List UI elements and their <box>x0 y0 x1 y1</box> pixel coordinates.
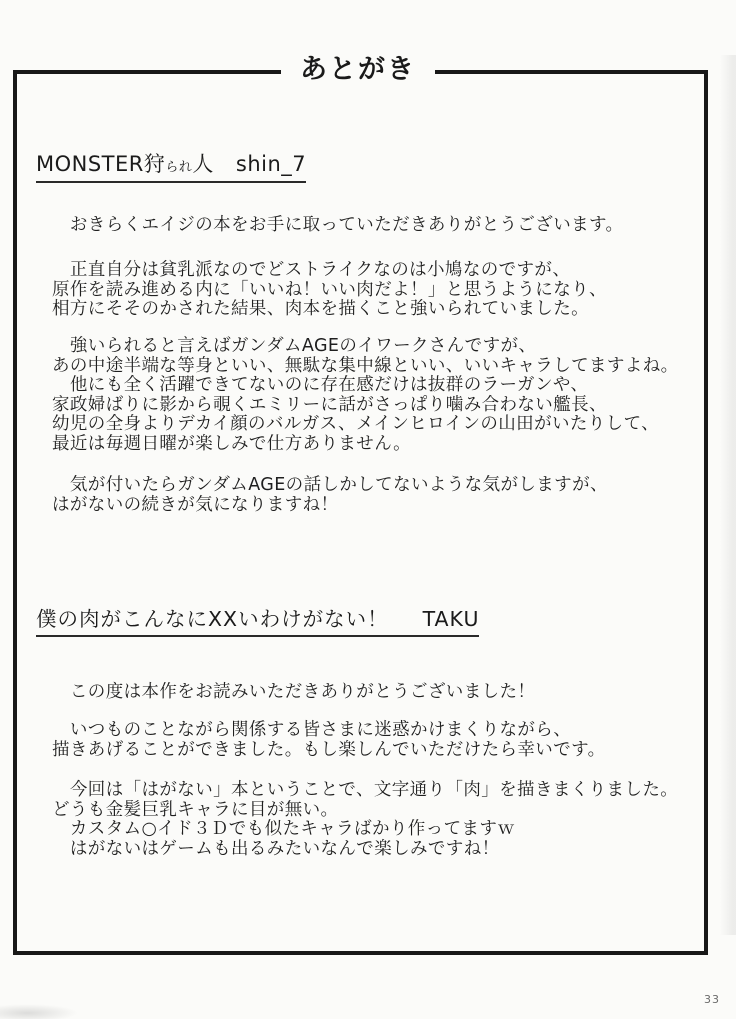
author-name: TAKU <box>422 607 480 631</box>
author-name: shin_7 <box>235 152 307 176</box>
scan-smudge <box>0 1004 78 1019</box>
text-line: 気が付いたらガンダムAGEの話しかしてないような気がしますが、 <box>52 475 608 495</box>
text-line: どうも金髪巨乳キャラに目が無い。 <box>52 799 339 820</box>
text-line: 他にも全く活躍できてないのに存在感だけは抜群のラーガンや、 <box>52 375 589 395</box>
text-line: 今回は「はがない」本ということで、文字通り「肉」を描きまくりました。 <box>52 780 679 800</box>
text-line: 描きあげることができました。もし楽しんでいただけたら幸いです。 <box>52 739 606 760</box>
text-line: 最近は毎週日曜が楽しみで仕方ありません。 <box>52 433 412 454</box>
page-number: 33 <box>704 993 720 1006</box>
heading-text: 僕の肉がこんなにXXいわけがない！ <box>36 607 389 631</box>
heading-text: MONSTER狩 <box>36 152 166 176</box>
paragraph-block <box>52 721 606 760</box>
text-line: 原作を読み進める内に「いいね！いい肉だよ！」と思うようになり、 <box>52 279 607 300</box>
afterword-title: あとがき <box>281 53 435 87</box>
paragraph-block <box>52 216 623 236</box>
text-line: 正直自分は貧乳派なのでどストライクなのは小鳩なのですが、 <box>52 260 571 280</box>
text-line: この度は本作をお読みいただきありがとうございました！ <box>52 682 536 702</box>
text-line: はがないはゲームも出るみたいなんで楽しみですね！ <box>52 838 500 859</box>
paragraph-block <box>52 476 608 515</box>
text-line: 幼児の全身よりデカイ顔のバルガス、メインヒロインの山田がいたりして、 <box>52 414 660 434</box>
scan-edge-artifact <box>720 55 736 935</box>
paragraph-block <box>52 261 607 320</box>
paragraph-block <box>52 781 678 859</box>
text-line: 家政婦ばりに影から覗くエミリーに話がさっぱり噛み合わない艦長、 <box>52 394 607 415</box>
heading-text: 人 <box>192 152 214 176</box>
section-heading-taku <box>36 602 479 637</box>
text-line: はがないの続きが気になりますね！ <box>52 494 339 515</box>
text-line: あの中途半端な等身といい、無駄な集中線といい、いいキャラしてますよね。 <box>52 355 679 376</box>
paragraph-block <box>52 683 535 703</box>
section-heading-shin7 <box>36 148 306 183</box>
text-line: おきらくエイジの本をお手に取っていただきありがとうございます。 <box>52 215 624 235</box>
heading-text-small: られ <box>165 160 193 175</box>
text-line: いつものことながら関係する皆さまに迷惑かけまくりながら、 <box>52 720 572 740</box>
text-line: 強いられると言えばガンダムAGEのイワークさんですが、 <box>52 336 537 356</box>
paragraph-block <box>52 337 679 454</box>
text-line: 相方にそそのかされた結果、肉本を描くこと強いられていました。 <box>52 299 589 319</box>
text-line: カスタム○イド３Ｄでも似たキャラばかり作ってますｗ <box>52 819 516 839</box>
